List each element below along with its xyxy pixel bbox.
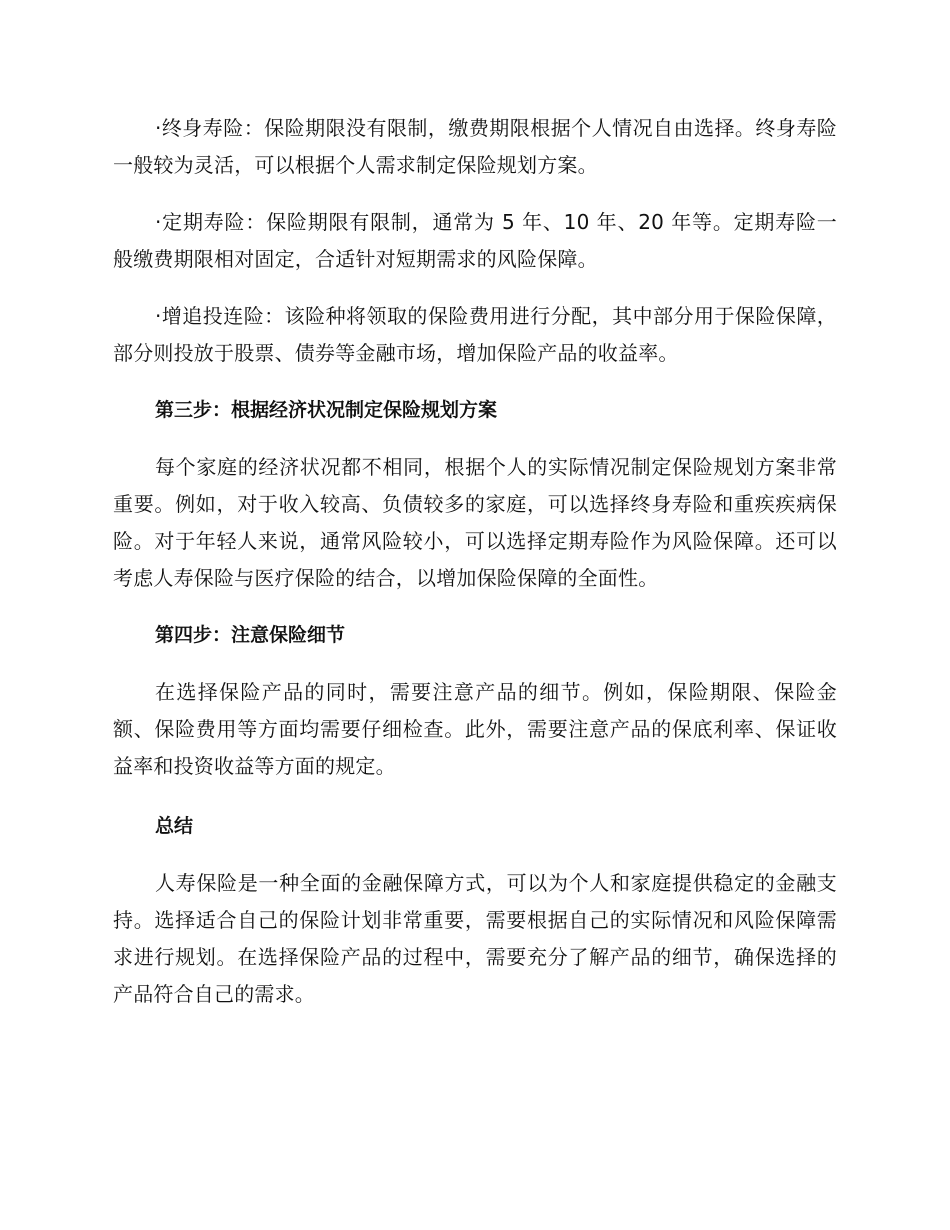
spacer xyxy=(113,654,837,674)
spacer xyxy=(113,429,837,449)
step4-heading: 第四步：注意保险细节 xyxy=(155,624,346,646)
summary-body: 人寿保险是一种全面的金融保障方式，可以为个人和家庭提供稳定的金融支持。选择适合自己的保险计划非常重要，需要根据自己的实际情况和风险保障需求进行规划。在选择保险产品的过程中，需要充分了解产品的细节，确保选择的产品符合自己的需求。 xyxy=(113,871,837,1006)
spacer xyxy=(113,372,837,392)
spacer xyxy=(113,278,837,298)
bullet-investment-linked: ·增追投连险：该险种将领取的保险费用进行分配，其中部分用于保险保障，部分则投放于股票、债券等金融市场，增加保险产品的收益率。 xyxy=(113,304,837,365)
step3-body: 每个家庭的经济状况都不相同，根据个人的实际情况制定保险规划方案非常重要。例如，对于收入较高、负债较多的家庭，可以选择终身寿险和重疾疾病保险。对于年轻人来说，通常风险较小，可以选择定期寿险作为风险保障。还可以考虑人寿保险与医疗保险的结合，以增加保险保障的全面性。 xyxy=(113,455,837,590)
step3-heading: 第三步：根据经济状况制定保险规划方案 xyxy=(155,399,498,421)
spacer xyxy=(113,597,837,617)
bullet-whole-life: ·终身寿险：保险期限没有限制，缴费期限根据个人情况自由选择。终身寿险一般较为灵活，可以根据个人需求制定保险规划方案。 xyxy=(113,116,837,177)
summary-heading: 总结 xyxy=(155,815,194,837)
bullet-term-life: ·定期寿险：保险期限有限制，通常为 5 年、10 年、20 年等。定期寿险一般缴费期限相对固定，合适针对短期需求的风险保障。 xyxy=(113,210,837,271)
spacer xyxy=(113,845,837,865)
step4-body: 在选择保险产品的同时，需要注意产品的细节。例如，保险期限、保险金额、保险费用等方面均需要仔细检查。此外，需要注意产品的保底利率、保证收益率和投资收益等方面的规定。 xyxy=(113,680,837,778)
spacer xyxy=(113,184,837,204)
spacer xyxy=(113,785,837,808)
